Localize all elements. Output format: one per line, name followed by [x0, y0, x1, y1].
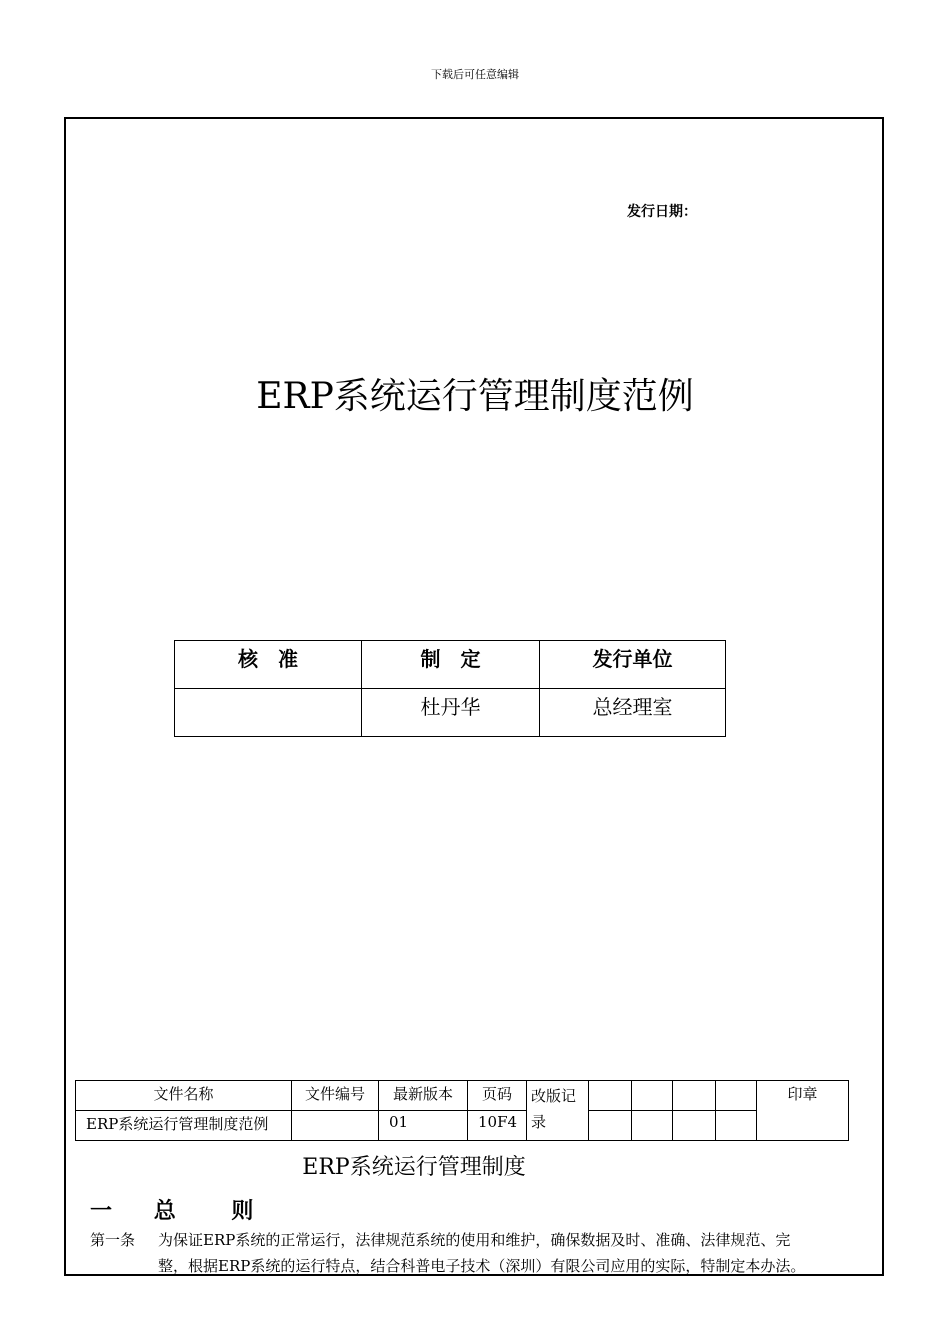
approval-value-prepare: 杜丹华	[362, 689, 540, 737]
revision-cell	[632, 1081, 673, 1111]
header-file-number: 文件编号	[292, 1081, 379, 1111]
header-page: 页码	[468, 1081, 527, 1111]
article-1	[90, 1227, 880, 1279]
revision-cell	[632, 1111, 673, 1141]
document-main-title: ERP系统运行管理制度范例	[256, 376, 694, 417]
revision-cell	[673, 1081, 716, 1111]
value-page: 10F4	[468, 1111, 527, 1141]
revision-cell	[716, 1111, 757, 1141]
header-seal: 印章	[757, 1081, 849, 1141]
revision-cell	[673, 1111, 716, 1141]
section-heading	[90, 1194, 253, 1225]
header-revision-record: 改版记录	[527, 1081, 589, 1141]
value-file-name: ERP系统运行管理制度范例	[76, 1111, 292, 1141]
issue-date-label: 发行日期：	[627, 204, 697, 220]
header-file-name: 文件名称	[76, 1081, 292, 1111]
approval-value-issuer: 总经理室	[540, 689, 726, 737]
article-text-line-2: 整，根据ERP系统的运行特点，结合科普电子技术（深圳）有限公司应用的实际，特制定本办法。	[158, 1257, 806, 1275]
value-latest-version: 01	[379, 1111, 468, 1141]
section-number: 一	[90, 1198, 113, 1224]
section-char-1: 总	[153, 1198, 176, 1224]
article-text-line-1: 为保证ERP系统的正常运行，法律规范系统的使用和维护，确保数据及时、准确、法律规范、完	[158, 1231, 791, 1249]
approval-header-issuer: 发行单位	[540, 641, 726, 689]
revision-cell	[716, 1081, 757, 1111]
revision-cell	[589, 1111, 632, 1141]
document-section-title: ERP系统运行管理制度	[302, 1155, 526, 1180]
revision-cell	[589, 1081, 632, 1111]
document-info-table	[75, 1080, 849, 1141]
header-note: 下载后可任意编辑	[431, 68, 519, 81]
approval-header-prepare: 制 定	[362, 641, 540, 689]
article-label: 第一条	[90, 1231, 136, 1249]
header-latest-version: 最新版本	[379, 1081, 468, 1111]
approval-table	[174, 640, 726, 737]
approval-value-approve	[175, 689, 362, 737]
section-char-2: 则	[231, 1198, 254, 1224]
value-file-number	[292, 1111, 379, 1141]
approval-header-approve: 核 准	[175, 641, 362, 689]
